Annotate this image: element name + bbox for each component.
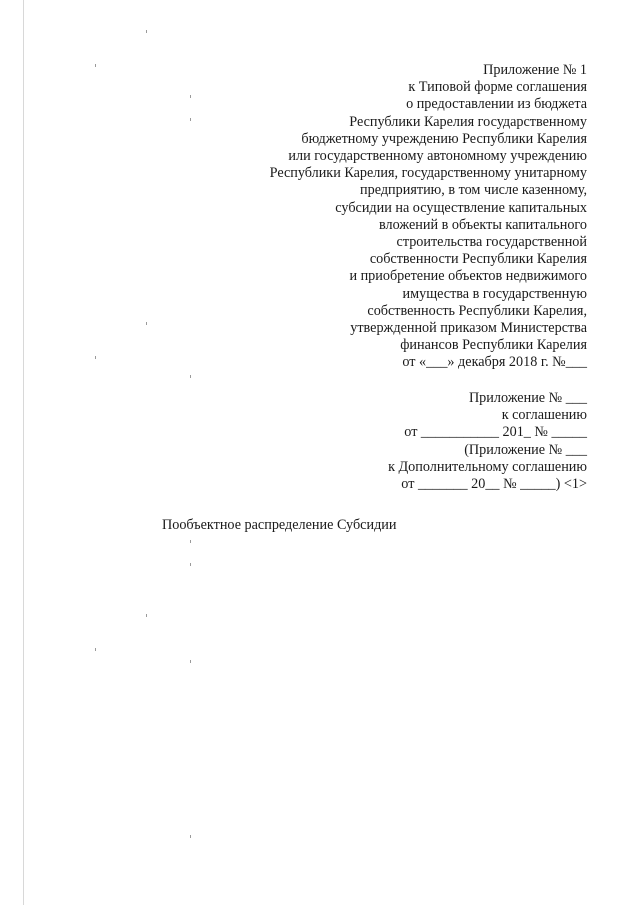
scan-speck [95, 64, 96, 67]
appendix-line: финансов Республики Карелия [400, 337, 587, 354]
appendix-line: Республики Карелия, государственному унитарному [269, 165, 587, 182]
appendix-line: вложений в объекты капитального [379, 216, 587, 233]
appendix-line: Республики Карелия государственному [349, 113, 587, 130]
appendix-line: о предоставлении из бюджета [406, 96, 587, 113]
appendix-line: субсидии на осуществление капитальных [335, 199, 587, 216]
scan-speck [146, 322, 147, 325]
supplementary-agreement-line: к Дополнительному соглашению [388, 458, 587, 475]
agreement-appendix-number: Приложение № ___ [468, 390, 587, 406]
appendix-line: строительства государственной [396, 234, 587, 251]
scan-speck [190, 835, 191, 838]
appendix-date-line: от «___» декабря 2018 г. №___ [402, 354, 587, 371]
appendix-line: собственности Республики Карелия [369, 251, 587, 268]
agreement-header [287, 390, 587, 493]
agreement-date-line: от ___________ 201_ № _____ [404, 424, 587, 441]
appendix-line: утвержденной приказом Министерства [350, 320, 587, 337]
scan-speck [190, 563, 191, 566]
supplementary-appendix-number: (Приложение № ___ [464, 441, 587, 458]
scan-speck [190, 375, 191, 378]
appendix-line: собственность Республики Карелия, [367, 302, 587, 319]
appendix-header [227, 62, 587, 372]
page-edge-line [23, 0, 24, 905]
scan-speck [146, 614, 147, 617]
scan-speck [95, 356, 96, 359]
scan-speck [190, 118, 191, 121]
scan-speck [146, 30, 147, 33]
appendix-line: имущества в государственную [402, 285, 587, 302]
agreement-line: к соглашению [501, 407, 587, 424]
scan-speck [95, 648, 96, 651]
document-title: Пообъектное распределение Субсидии [162, 517, 397, 533]
scan-speck [190, 95, 191, 98]
scan-speck [190, 660, 191, 663]
appendix-number: Приложение № 1 [483, 62, 587, 78]
scan-speck [190, 540, 191, 543]
appendix-line: и приобретение объектов недвижимого [349, 268, 587, 285]
supplementary-date-line: от _______ 20__ № _____) <1> [401, 476, 587, 493]
appendix-line: или государственному автономному учреждению [288, 148, 587, 165]
appendix-line: к Типовой форме соглашения [408, 79, 587, 96]
appendix-line: бюджетному учреждению Республики Карелия [301, 130, 587, 147]
appendix-line: предприятию, в том числе казенному, [360, 182, 587, 199]
